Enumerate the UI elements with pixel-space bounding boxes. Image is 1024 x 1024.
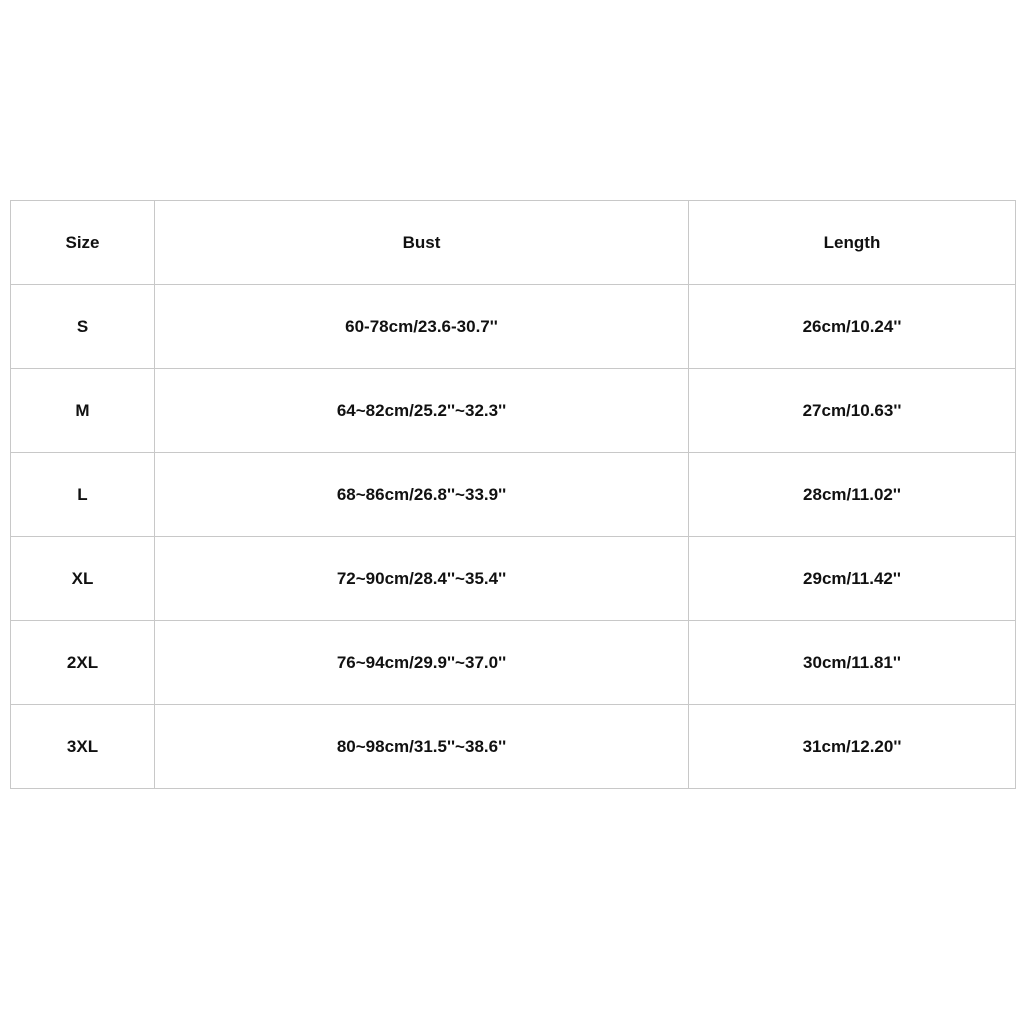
cell-bust: 64~82cm/25.2''~32.3'' — [155, 369, 689, 453]
header-length: Length — [689, 201, 1016, 285]
cell-length: 30cm/11.81'' — [689, 621, 1016, 705]
table-row — [11, 453, 1016, 537]
table-row — [11, 369, 1016, 453]
size-chart-table — [10, 200, 1016, 789]
cell-size: 2XL — [11, 621, 155, 705]
cell-bust: 76~94cm/29.9''~37.0'' — [155, 621, 689, 705]
table-header-row — [11, 201, 1016, 285]
cell-length: 29cm/11.42'' — [689, 537, 1016, 621]
table-row — [11, 285, 1016, 369]
cell-bust: 72~90cm/28.4''~35.4'' — [155, 537, 689, 621]
header-size: Size — [11, 201, 155, 285]
cell-size: L — [11, 453, 155, 537]
cell-bust: 60-78cm/23.6-30.7'' — [155, 285, 689, 369]
table-row — [11, 705, 1016, 789]
cell-length: 31cm/12.20'' — [689, 705, 1016, 789]
cell-size: XL — [11, 537, 155, 621]
cell-size: 3XL — [11, 705, 155, 789]
cell-size: S — [11, 285, 155, 369]
cell-bust: 68~86cm/26.8''~33.9'' — [155, 453, 689, 537]
cell-length: 28cm/11.02'' — [689, 453, 1016, 537]
cell-length: 27cm/10.63'' — [689, 369, 1016, 453]
cell-length: 26cm/10.24'' — [689, 285, 1016, 369]
table-row — [11, 621, 1016, 705]
cell-size: M — [11, 369, 155, 453]
header-bust: Bust — [155, 201, 689, 285]
cell-bust: 80~98cm/31.5''~38.6'' — [155, 705, 689, 789]
table-row — [11, 537, 1016, 621]
